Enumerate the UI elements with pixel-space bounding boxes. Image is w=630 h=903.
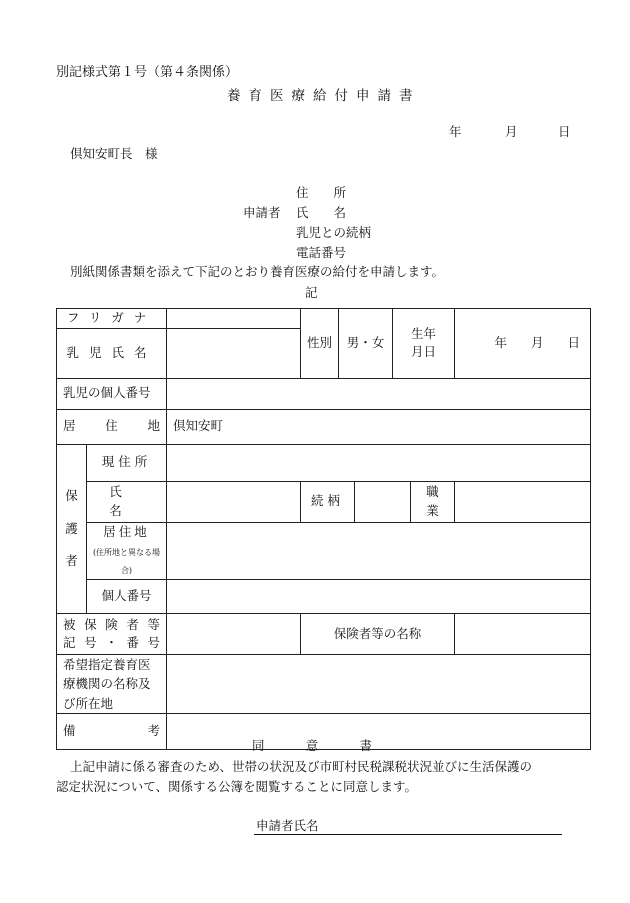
signature-label: 申請者氏名 xyxy=(256,818,319,833)
date-day: 日 xyxy=(558,124,571,139)
residence-label: 居 住 地 xyxy=(57,409,167,444)
current-address-label: 現住所 xyxy=(87,444,167,481)
occupation-label: 職 業 xyxy=(411,481,455,522)
applicant-relation-label: 乳児との続柄 xyxy=(296,225,372,240)
relation-input[interactable] xyxy=(355,481,411,522)
applicant-address-label: 住 所 xyxy=(296,185,347,200)
personal-number-input[interactable] xyxy=(167,378,591,409)
date-month: 月 xyxy=(505,124,518,139)
birth-month: 月 xyxy=(531,335,544,350)
birth-day: 日 xyxy=(567,335,581,350)
guardian-name-label: 氏名 xyxy=(87,481,167,522)
current-address-input[interactable] xyxy=(167,444,591,481)
birth-year: 年 xyxy=(494,335,508,350)
form-title: 養育医療給付申請書 xyxy=(227,88,421,104)
form-number: 別記様式第１号（第４条関係） xyxy=(56,65,239,80)
insurer-name-input[interactable] xyxy=(455,614,591,655)
guardian-residence-note: (住所地と異なる場合) xyxy=(92,547,161,576)
infant-name-input[interactable] xyxy=(167,328,301,378)
guardian-name-input[interactable] xyxy=(167,481,301,522)
furigana-label: フリガナ xyxy=(57,309,167,329)
applicant-phone-label: 電話番号 xyxy=(296,245,347,260)
furigana-input[interactable] xyxy=(167,309,301,329)
guardian-personal-number-label: 個人番号 xyxy=(87,580,167,614)
consent-text-line2: 認定状況について、関係する公簿を閲覧することに同意します。 xyxy=(56,779,418,794)
hospital-label: 希望指定養育医療機関の名称及び所在地 xyxy=(57,655,167,714)
application-table xyxy=(56,308,591,750)
consent-text-line1: 上記申請に係る審査のため、世帯の状況及び市町村民税課税状況並びに生活保護の xyxy=(70,759,533,774)
request-text: 別紙関係書類を添えて下記のとおり養育医療の給付を申請します。 xyxy=(70,264,445,279)
guardian-label: 保 護 者 xyxy=(57,444,87,613)
remarks-label: 備 考 xyxy=(57,714,167,750)
personal-number-label: 乳児の個人番号 xyxy=(57,378,167,409)
date-year: 年 xyxy=(449,124,462,139)
guardian-personal-number-input[interactable] xyxy=(167,580,591,614)
insured-input[interactable] xyxy=(167,614,301,655)
addressee: 倶知安町長 様 xyxy=(70,146,158,161)
residence-value[interactable]: 倶知安町 xyxy=(167,409,591,444)
insurer-name-label: 保険者等の名称 xyxy=(301,614,455,655)
hospital-input[interactable] xyxy=(167,655,591,714)
remarks-input[interactable] xyxy=(167,714,591,750)
guardian-residence-label: 居住地 (住所地と異なる場合) xyxy=(87,522,167,579)
relation-label: 続柄 xyxy=(301,481,355,522)
applicant-label: 申請者 xyxy=(243,205,281,220)
sex-label: 性別 xyxy=(301,309,339,379)
infant-name-label: 乳児氏名 xyxy=(57,328,167,378)
birthdate-label: 生年 月日 xyxy=(393,309,455,379)
guardian-residence-input[interactable] xyxy=(167,522,591,579)
ki-label: 記 xyxy=(305,285,318,300)
applicant-name-label: 氏 名 xyxy=(296,205,347,220)
insured-label: 被 保 険 者 等 記 号 ・ 番 号 xyxy=(57,614,167,655)
sex-options[interactable]: 男・女 xyxy=(339,309,393,379)
consent-title: 同 意 書 xyxy=(252,738,372,753)
occupation-input[interactable] xyxy=(455,481,591,522)
birthdate-input[interactable] xyxy=(455,309,591,379)
